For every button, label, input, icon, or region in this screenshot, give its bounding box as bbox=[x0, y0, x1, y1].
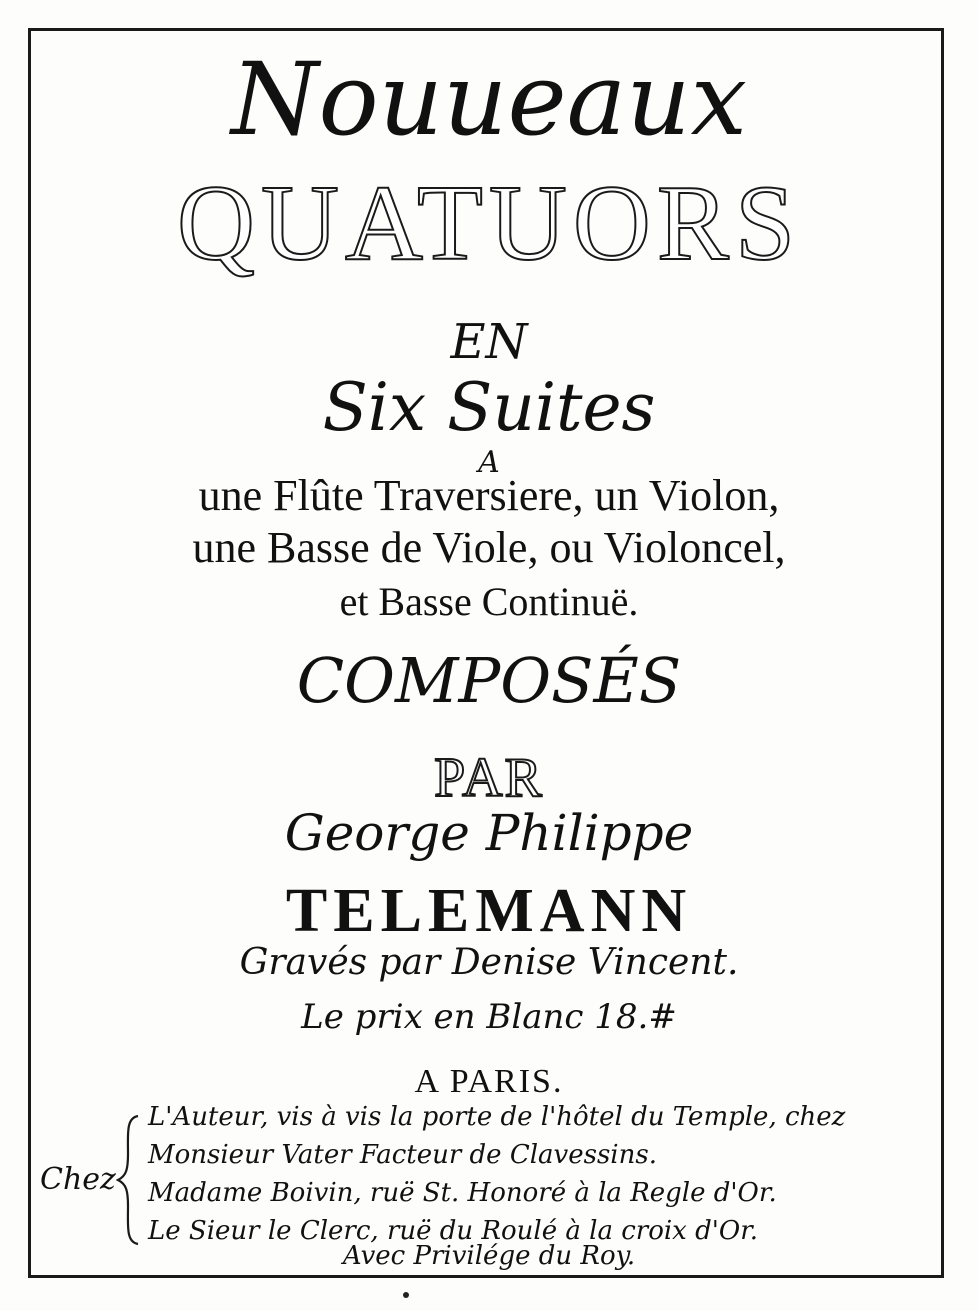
title-nouveaux: Nouueaux bbox=[230, 41, 748, 158]
instrumentation-line-1: une Flûte Traversiere, un Violon, bbox=[198, 471, 780, 520]
instrumentation-line-3: et Basse Continuë. bbox=[339, 579, 639, 624]
composes-heading: COMPOSÉS bbox=[296, 644, 682, 717]
composer-surname: TELEMANN bbox=[285, 877, 693, 945]
title-six-suites: Six Suites bbox=[322, 369, 656, 446]
instrumentation-line-2: une Basse de Viole, ou Violoncel, bbox=[192, 523, 786, 572]
ink-speck bbox=[403, 1292, 409, 1298]
address-line-vater: Monsieur Vater Facteur de Clavessins. bbox=[148, 1140, 657, 1170]
composer-first-names: George Philippe bbox=[284, 804, 694, 862]
chez-label: Chez bbox=[40, 1162, 116, 1197]
title-quatuors: QUATUORS bbox=[176, 164, 802, 283]
par-heading: PAR bbox=[434, 747, 544, 809]
imprint-city: A PARIS. bbox=[414, 1063, 564, 1100]
title-a: A bbox=[478, 445, 500, 480]
price-line: Le prix en Blanc 18.# bbox=[301, 997, 677, 1037]
royal-privilege: Avec Privilége du Roy. bbox=[342, 1241, 636, 1271]
address-line-boivin: Madame Boivin, ruë St. Honoré à la Regle d'Or. bbox=[148, 1178, 777, 1208]
address-line-auteur: L'Auteur, vis à vis la porte de l'hôtel du Temple, chez bbox=[148, 1102, 846, 1132]
engraver-credit: Gravés par Denise Vincent. bbox=[239, 942, 739, 983]
address-line-le-clerc: Le Sieur le Clerc, ruë du Roulé à la croix d'Or. bbox=[148, 1216, 759, 1246]
curly-brace-icon bbox=[116, 1114, 142, 1246]
title-en: EN bbox=[450, 314, 528, 370]
